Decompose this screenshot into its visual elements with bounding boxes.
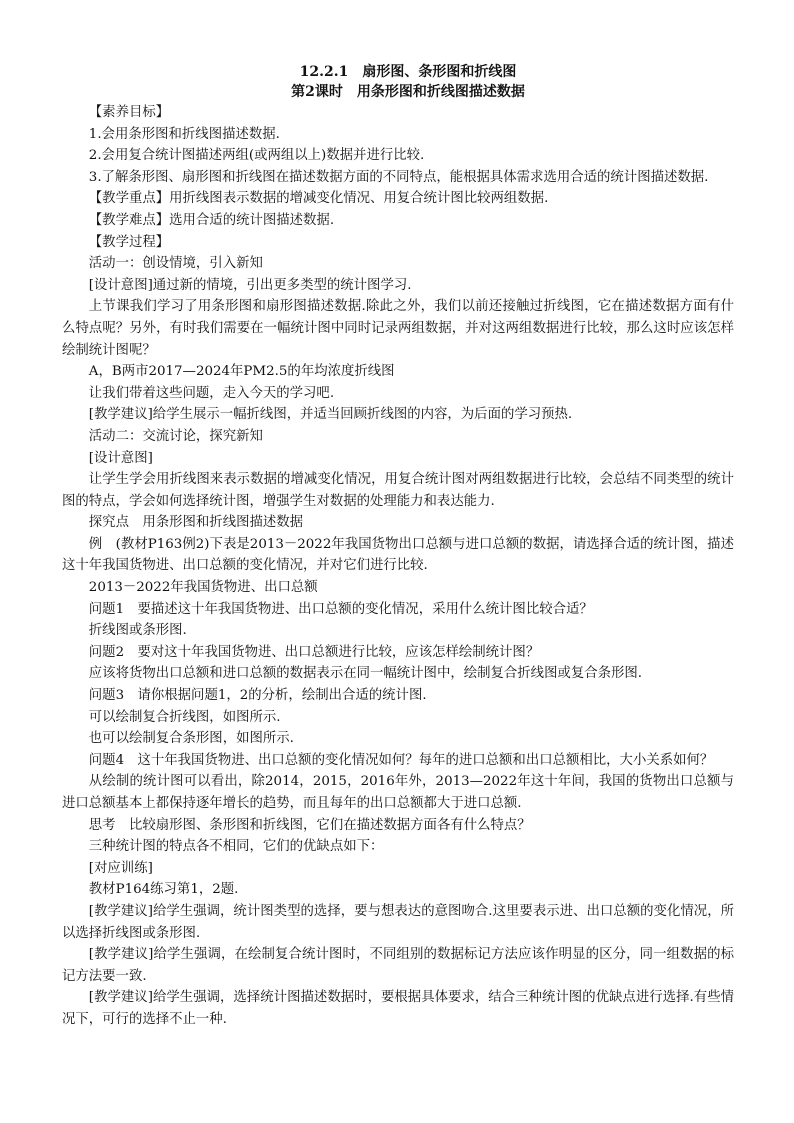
paragraph: 活动一：创设情境，引入新知	[88, 256, 263, 272]
paragraph: 上节课我们学习了用条形图和扇形图描述数据.除此之外，我们以前还接触过折线图，它在描述数据方面有什么特点呢？另外，有时我们需要在一幅统计图中同时记录两组数据，并对这两组数据进行比较，那么这时应该怎样绘制统计图呢？	[62, 299, 734, 358]
paragraph: 问题2 要对这十年我国货物进、出口总额进行比较，应该怎样绘制统计图？	[88, 644, 540, 660]
paragraph: 折线图或条形图.	[88, 623, 187, 639]
paragraph: [教学建议]给学生强调，统计图类型的选择，要与想表达的意图吻合.这里要表示进、出口总额的变化情况，所以选择折线图或条形图.	[62, 903, 734, 941]
paragraph: [教学建议]给学生展示一幅折线图，并适当回顾折线图的内容，为后面的学习预热.	[88, 407, 573, 423]
paragraph: 3.了解条形图、扇形图和折线图在描述数据方面的不同特点，能根据具体需求选用合适的统计图描述数据.	[88, 169, 709, 185]
paragraph: 三种统计图的特点各不相同，它们的优缺点如下：	[88, 839, 384, 855]
paragraph: 问题1 要描述这十年我国货物进、出口总额的变化情况，采用什么统计图比较合适？	[88, 601, 593, 617]
paragraph: 【教学过程】	[88, 234, 170, 250]
paragraph: 思考 比较扇形图、条形图和折线图，它们在描述数据方面各有什么特点？	[88, 817, 531, 833]
paragraph: 让我们带着这些问题，走入今天的学习吧.	[88, 385, 335, 401]
paragraph: 问题3 请你根据问题1，2的分析，绘制出合适的统计图.	[88, 688, 427, 704]
paragraph: 从绘制的统计图可以看出，除2014，2015，2016年外，2013—2022年这十年间，我国的货物出口总额与进口总额基本上都保持逐年增长的趋势，而且每年的出口总额都大于进口总额.	[62, 774, 734, 811]
paragraph: 也可以绘制复合条形图，如图所示.	[88, 731, 294, 747]
paragraph: [对应训练]	[88, 860, 153, 876]
paragraph: 2013－2022年我国货物进、出口总额	[88, 580, 318, 596]
section-title: 12.2.1 扇形图、条形图和折线图	[299, 64, 517, 80]
paragraph: 应该将货物出口总额和进口总额的数据表示在同一幅统计图中，绘制复合折线图或复合条形图.	[88, 666, 643, 682]
paragraph: 【教学难点】选用合适的统计图描述数据.	[88, 212, 335, 228]
paragraph: 教材P164练习第1，2题.	[88, 882, 239, 898]
paragraph: [设计意图]通过新的情境，引出更多类型的统计图学习.	[88, 277, 412, 293]
paragraph: 2.会用复合统计图描述两组(或两组以上)数据并进行比较.	[88, 148, 425, 164]
paragraph: [教学建议]给学生强调，选择统计图描述数据时，要根据具体要求，结合三种统计图的优缺点进行选择.有些情况下，可行的选择不止一种.	[62, 990, 734, 1027]
paragraph: 探究点 用条形图和折线图描述数据	[88, 515, 304, 531]
paragraph: 1.会用条形图和折线图描述数据.	[88, 126, 280, 142]
paragraph: 问题4 这十年我国货物进、出口总额的变化情况如何？每年的进口总额和出口总额相比，大小关系如何？	[88, 752, 714, 768]
paragraph: 【教学重点】用折线图表示数据的增减变化情况、用复合统计图比较两组数据.	[88, 191, 549, 207]
paragraph: [设计意图]	[88, 450, 153, 466]
lesson-body	[62, 102, 734, 1031]
paragraph: 可以绘制复合折线图，如图所示.	[88, 709, 281, 725]
paragraph: 例 (教材P163例2)下表是2013－2022年我国货物出口总额与进口总额的数据，请选择合适的统计图，描述这十年我国货物进、出口总额的变化情况，并对它们进行比较.	[62, 536, 734, 574]
paragraph: 【素养目标】	[88, 105, 170, 120]
paragraph: [教学建议]给学生强调，在绘制复合统计图时，不同组别的数据标记方法应该作明显的区分，同一组数据的标记方法要一致.	[62, 947, 734, 984]
paragraph: 活动二：交流讨论，探究新知	[88, 428, 263, 444]
paragraph: 让学生学会用折线图来表示数据的增减变化情况，用复合统计图对两组数据进行比较，会总结不同类型的统计图的特点，学会如何选择统计图，增强学生对数据的处理能力和表达能力.	[62, 472, 734, 509]
paragraph: A，B两市2017—2024年PM2.5的年均浓度折线图	[88, 364, 395, 380]
lesson-title: 第2课时 用条形图和折线图描述数据	[291, 84, 525, 100]
